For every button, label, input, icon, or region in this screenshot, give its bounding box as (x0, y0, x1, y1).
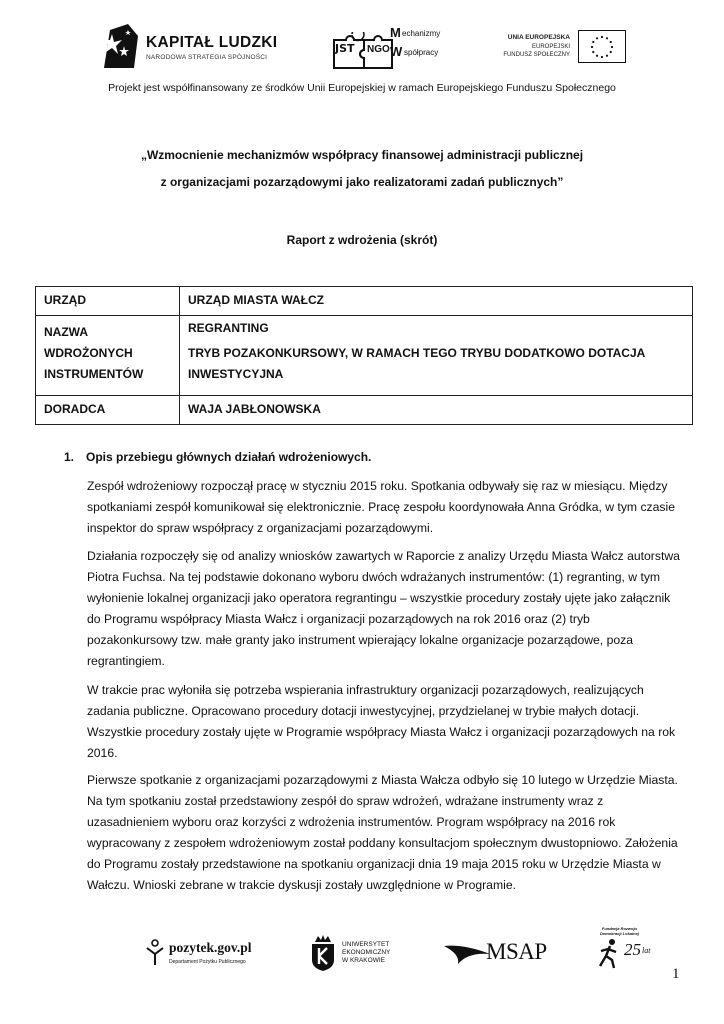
project-title-line-1: „Wzmocnienie mechanizmów współpracy finansowej administracji publicznej (140, 148, 584, 162)
label-cell (36, 316, 180, 396)
mechanizmy-wspolpracy-logo (332, 24, 462, 72)
paragraph-line: wyłonienie lokalnej organizacji jako operatora regrantingu – wszystkie procedury zostały ujęte jako załącznik (87, 591, 671, 605)
page-number: 1 (672, 966, 680, 982)
paragraph-line: Wszystkie procedury zostały ujęte w Programie współpracy Miasta Wałcz i organizacji pozarządowych na rok (87, 725, 676, 739)
paragraph-line: regrantingiem. (87, 654, 165, 668)
funding-note: Projekt jest współfinansowany ze środków Unii Europejskiej w ramach Europejskiego Funduszu Społecznego (108, 82, 616, 94)
row-label: DORADCA (44, 402, 106, 416)
section-heading (64, 450, 371, 464)
pozytek-logo (145, 936, 255, 972)
fundacja-name (600, 926, 639, 936)
paragraph (87, 770, 681, 896)
section-number: 1. (64, 450, 75, 464)
eu-line-1: UNIA EUROPEJSKA (507, 34, 570, 41)
paragraph-line: do Programu współpracy Miasta Wałcz i organizacji pozarządowych na rok 2016 oraz (2) tryb (87, 612, 590, 626)
fundacja-line-2: Demokracji Lokalnej (600, 931, 639, 936)
jst-badge: JST (335, 42, 355, 55)
running-figure-icon (596, 938, 622, 970)
uek-crest-icon (310, 934, 336, 972)
pozytek-figure-icon (145, 938, 165, 966)
pozytek-main-text: pozytek.gov.pl (169, 940, 252, 955)
fundacja-suffix: lat (642, 946, 651, 955)
row-label: URZĄD (44, 293, 86, 307)
row-label: NAZWA (44, 325, 88, 339)
paragraph-line: W trakcie prac wyłoniła się potrzeba wspierania infrastruktury organizacji pozarządowych, realizujących (87, 683, 644, 697)
row-value: URZĄD MIASTA WAŁCZ (188, 293, 324, 307)
paragraph-line: Wałczu. Wnioski zebrane w trakcie dyskusji zostały uwzględnione w Programie. (87, 878, 516, 892)
wspolpracy-text: spółpracy (404, 48, 439, 57)
paragraph (87, 680, 681, 764)
eu-line-3: FUNDUSZ SPOŁECZNY (503, 52, 570, 58)
row-label: WDROŻONYCH (44, 346, 133, 360)
value-cell (180, 287, 693, 316)
label-cell (36, 396, 180, 425)
paragraph-line: wypracowany z zespołem wdrożeniowym został poddany konsultacjom społecznym dwustopniowo. Założenia (87, 836, 678, 850)
paragraph (87, 546, 681, 672)
msap-logo (444, 939, 547, 970)
kapital-ludzki-subtitle: NARODOWA STRATEGIA SPÓJNOŚCI (146, 54, 268, 61)
row-label: INSTRUMENTÓW (44, 367, 144, 381)
paragraph (87, 476, 681, 539)
kapital-ludzki-emblem-icon (98, 22, 142, 70)
table-row (36, 287, 693, 316)
value-cell (180, 396, 693, 425)
mechanizmy-initial: M (390, 25, 401, 40)
paragraph-line: Zespół wdrożeniowy rozpoczął pracę w styczniu 2015 roku. Spotkania odbywały się raz w miesiącu. Między (87, 479, 668, 493)
mechanizmy-text: echanizmy (402, 29, 441, 38)
row-value: WAJA JABŁONOWSKA (188, 402, 321, 416)
row-value: TRYB POZAKONKURSOWY, W RAMACH TEGO TRYBU DODATKOWO DOTACJA (188, 346, 646, 360)
label-cell (36, 287, 180, 316)
row-value: REGRANTING (188, 321, 269, 335)
eu-flag-icon (578, 30, 626, 63)
table-row (36, 396, 693, 425)
uek-logo (310, 934, 400, 974)
paragraph-line: Działania rozpoczęły się od analizy wniosków zawartych w Raporcie z analizy Urzędu Miasta Wałcz autorstwa (87, 549, 680, 563)
table-row (36, 316, 693, 396)
paragraph-line: Piotra Fuchsa. Na tej podstawie dokonano wyboru dwóch wdrażanych instrumentów: (1) regranting, w tym (87, 570, 661, 584)
paragraph-line: spotkaniami zespół komunikował się elektronicznie. Pracę zespołu koordynowała Anna Gródka, w tym czasie (87, 500, 675, 514)
uek-line-1: UNIWERSYTET (342, 941, 390, 948)
paragraph-line: do Programu zostały przedstawione na spotkaniu organizacji dnia 19 maja 2015 roku w Urzędzie Miasta w (87, 857, 661, 871)
eu-line-2: EUROPEJSKI (531, 44, 570, 50)
section-heading-text: Opis przebiegu głównych działań wdrożeniowych. (86, 450, 372, 464)
uek-line-3: W KRAKOWIE (342, 957, 385, 964)
paragraph-line: Pierwsze spotkanie z organizacjami pozarządowymi z Miasta Wałcza odbyło się 10 lutego w Urzędzie Miasta. (87, 773, 678, 787)
pozytek-sub-text: Departament Pożytku Publicznego (169, 959, 246, 965)
kapital-ludzki-logo (98, 22, 278, 70)
paragraph-line: uzasadnieniem wyboru oraz korzyści z wdrożenia instrumentów. Program współpracy na 2016 rok (87, 815, 616, 829)
msap-text: MSAP (486, 939, 547, 964)
fundacja-years: 25 (624, 940, 641, 959)
msap-bird-icon (444, 942, 490, 966)
fundacja-logo (594, 926, 664, 970)
paragraph-line: pozakonkursowy tzw. małe granty jako instrument wpierający lokalne organizacje pozarządowe, poza (87, 633, 634, 647)
kapital-ludzki-title: KAPITAŁ LUDZKI (146, 34, 278, 51)
fundacja-line-1: Fundacja Rozwoju (601, 926, 638, 931)
ngo-badge: NGO (367, 44, 390, 55)
uek-line-2: EKONOMICZNY (342, 949, 391, 956)
wspolpracy-initial: W (390, 44, 403, 59)
row-value: INWESTYCYJNA (188, 367, 284, 381)
paragraph-line: inspektor do spraw współpracy z organizacjami pozarządowymi. (87, 521, 434, 535)
paragraph-line: 2016. (87, 746, 118, 760)
project-title-line-2: z organizacjami pozarządowymi jako realizatorami zadań publicznych” (160, 175, 564, 189)
implementation-info-table (35, 286, 693, 425)
value-cell (180, 316, 693, 396)
uek-name (342, 941, 390, 965)
paragraph-line: Na tym spotkaniu został przedstawiony zespół do spraw wdrożeń, wdrażane instrumenty wraz z (87, 794, 604, 808)
report-title: Raport z wdrożenia (skrót) (286, 233, 438, 247)
paragraph-line: zadania publiczne. Opracowano procedury dotacji inwestycyjnej, przydzielanej w trybie małych dotacji. (87, 704, 640, 718)
